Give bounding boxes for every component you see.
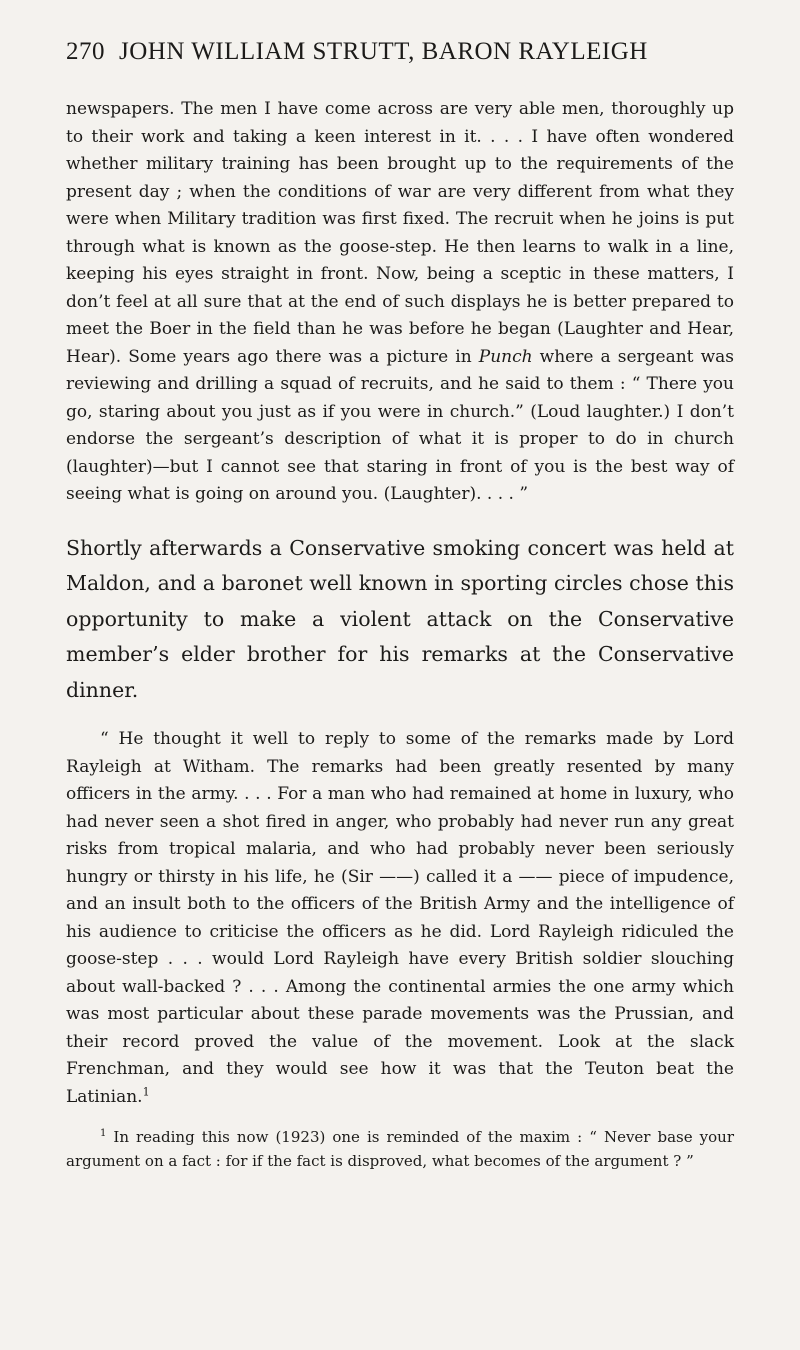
- footnote: [66, 1125, 734, 1173]
- running-title: JOHN WILLIAM STRUTT, BARON RAYLEIGH: [119, 38, 648, 65]
- page-number: 270: [66, 38, 105, 65]
- report-quote-paragraph: [66, 726, 734, 1111]
- footnote-text: In reading this now (1923) one is reminded of the maxim : “ Never base your argument on a fact : for if the fact is disproved, what becomes of the argument ? ”: [66, 1128, 734, 1170]
- speech-quote-paragraph: [66, 96, 734, 509]
- quote-text-part1: newspapers. The men I have come across are very able men, thoroughly up to their work and taking a keen interest in it. . . . I have often wondered whether military training has been brought up to the requirements of the present day ; when the conditions of war are very different from what they were when Military tradition was first fixed. The recruit when he joins is put through what is known as the goose-step. He then learns to walk in a line, keeping his eyes straight in front. Now, being a sceptic in these matters, I don’t feel at all sure that at the end of such displays he is better prepared to meet the Boer in the field than he was before he began (Laughter and Hear, Hear). Some years ago there was a picture in: [66, 99, 734, 367]
- italic-title: Punch: [478, 346, 533, 367]
- narrative-paragraph: Shortly afterwards a Conservative smoking concert was held at Maldon, and a baronet well known in sporting circles chose this opportunity to make a violent attack on the Conservative member’s elder brother for his remarks at the Conservative dinner.: [66, 535, 734, 702]
- footnote-marker: 1: [100, 1128, 107, 1139]
- footnote-reference: 1: [142, 1084, 150, 1098]
- report-quote-text: “ He thought it well to reply to some of the remarks made by Lord Rayleigh at Witham. The remarks had been greatly resented by many officers in the army. . . . For a man who had remained at home in luxury, who had never seen a shot fired in anger, who probably had never run any great risks from tropical malaria, and who had probably never been seriously hungry or thirsty in his life, he (Sir ——) called it a —— piece of impudence, and an insult both to the officers of the British Army and the intelligence of his audience to criticise the officers as he did. Lord Rayleigh ridiculed the goose-step . . . would Lord Rayleigh have every British soldier slouching about wall-backed ? . . . Among the continental armies the one army which was most particular about these parade movements was the Prussian, and their record proved the value of the movement. Look at the slack Frenchman, and they would see how it was that the Teuton beat the Latinian.: [66, 729, 734, 1107]
- quote-text-part2: where a sergeant was reviewing and drilling a squad of recruits, and he said to them : “ There you go, staring about you just as if you were in church.” (Loud laughter.) I don’t endorse the sergeant’s description of what it is proper to do in church (laughter)—but I cannot see that staring in front of you is the best way of seeing what is going on around you. (Laughter). . . . ”: [66, 346, 734, 504]
- running-head: [66, 38, 734, 66]
